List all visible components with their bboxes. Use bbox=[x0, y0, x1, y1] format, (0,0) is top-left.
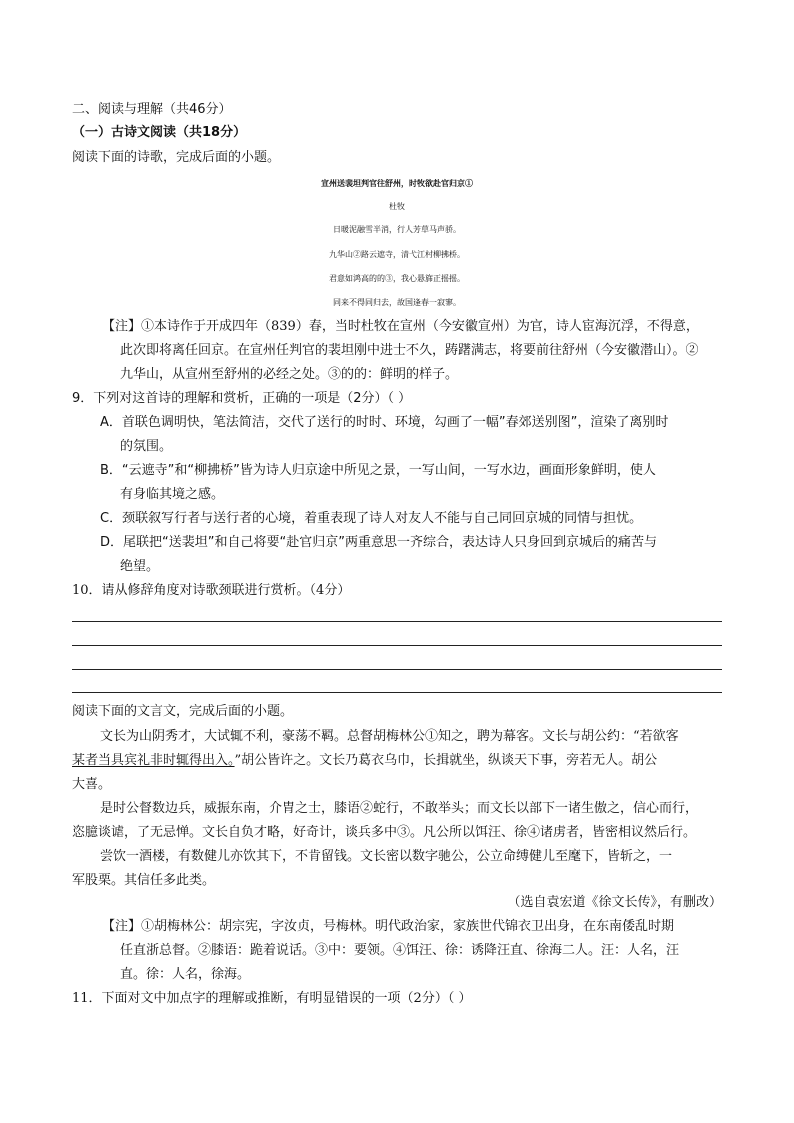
prose-line: 军股栗。其信任多此类。 bbox=[72, 873, 216, 888]
poem-intro: 阅读下面的诗歌，完成后面的小题。 bbox=[72, 150, 281, 165]
prose-line: 大喜。 bbox=[72, 777, 112, 792]
poem-title: 宣州送裴坦判官往舒州，时牧欲赴官归京① bbox=[321, 178, 473, 188]
section-heading: 二、阅读与理解（共46分） bbox=[72, 102, 232, 117]
poem-line: 日暖泥融雪半消，行人芳草马声骄。 bbox=[333, 225, 461, 234]
sub-heading: （一）古诗文阅读（共18分） bbox=[72, 125, 247, 140]
underlined-sentence: 某者当具宾礼非时辄得出入。 bbox=[72, 753, 235, 768]
q9-option-a[interactable]: A．首联色调明快，笔法简洁，交代了送行的时时、环境，勾画了一幅”春郊送别图”，渲染了离别时 bbox=[100, 415, 669, 430]
poem-line: 同来不得同归去，故国逢春一寂寥。 bbox=[333, 298, 461, 307]
poem-line: 君意如鸿高的的③，我心悬旆正摇摇。 bbox=[329, 274, 465, 283]
prose-note: 【注】①胡梅林公：胡宗宪，字汝贞，号梅林。明代政治家，家族世代锦衣卫出身，在东南倭乱时期 bbox=[102, 919, 675, 934]
prose-line: 是时公督数边兵，威振东南，介胄之士，膝语②蛇行，不敢举头；而文长以部下一诸生傲之，信心而行， bbox=[100, 801, 699, 816]
prose-source: （选自袁宏道《徐文长传》，有删改） bbox=[507, 895, 722, 910]
poem-line: 九华山②路云遮寺，清弋江村柳拂桥。 bbox=[329, 250, 465, 259]
prose-line bbox=[72, 752, 657, 770]
answer-line[interactable] bbox=[72, 645, 722, 646]
prose-line: 恣臆谈谑，了无忌惮。文长自负才略，好奇计，谈兵多中③。凡公所以饵汪、徐④诸虏者，皆密相议然后行。 bbox=[72, 825, 697, 840]
prose-line: 文长为山阴秀才，大试辄不利，豪荡不羁。总督胡梅林公①知之，聘为幕客。文长与胡公约：“若欲客 bbox=[100, 729, 679, 744]
poem-note: 此次即将离任回京。在宣州任判官的裴坦刚中进士不久，踌躇满志，将要前往舒州（今安徽潜山）。② bbox=[120, 343, 699, 358]
q9-option-c[interactable]: C．颈联叙写行者与送行者的心境，着重表现了诗人对友人不能与自己同回京城的同情与担忧。 bbox=[100, 511, 643, 526]
q9-option-b-cont: 有身临其境之感。 bbox=[120, 487, 225, 502]
q10-stem: 10．请从修辞角度对诗歌颈联进行赏析。（4分） bbox=[72, 583, 351, 598]
answer-line[interactable] bbox=[72, 692, 722, 693]
prose-note: 任直浙总督。②膝语：跪着说话。③中：要领。④饵汪、徐：诱降汪直、徐海二人。汪：人名，汪 bbox=[120, 943, 680, 958]
prose-line: 尝饮一酒楼，有数健儿亦饮其下，不肯留钱。文长密以数字驰公，公立命缚健儿至麾下，皆斩之，一 bbox=[100, 849, 673, 864]
prose-note: 直。徐：人名，徐海。 bbox=[120, 967, 251, 982]
q9-option-b[interactable]: B．“云遮寺”和“柳拂桥”皆为诗人归京途中所见之景，一写山间，一写水边，画面形象鲜明，使人 bbox=[100, 463, 656, 478]
poem-note: 九华山，从宣州至舒州的必经之处。③的的：鲜明的样子。 bbox=[120, 367, 459, 382]
prose-intro: 阅读下面的文言文，完成后面的小题。 bbox=[72, 704, 294, 719]
prose-line-rest: ”胡公皆许之。文长乃葛衣乌巾，长揖就坐，纵谈天下事，旁若无人。胡公 bbox=[234, 753, 658, 768]
poem-note: 【注】①本诗作于开成四年（839）春，当时杜牧在宣州（今安徽宣州）为官，诗人宦海沉浮，不得意， bbox=[102, 319, 699, 334]
answer-line[interactable] bbox=[72, 621, 722, 622]
answer-line[interactable] bbox=[72, 669, 722, 670]
poem-author: 杜牧 bbox=[389, 202, 405, 211]
q9-option-a-cont: 的氛围。 bbox=[120, 439, 173, 454]
q11-stem: 11．下面对文中加点字的理解或推断，有明显错误的一项（2分）（ ） bbox=[72, 991, 472, 1006]
q9-option-d[interactable]: D．尾联把“送裴坦”和自己将要“赴官归京”两重意思一齐综合，表达诗人只身回到京城后的痛苦与 bbox=[100, 535, 657, 550]
q9-option-d-cont: 绝望。 bbox=[120, 559, 160, 574]
q9-stem: 9．下列对这首诗的理解和赏析，正确的一项是（2分）（ ） bbox=[72, 391, 412, 406]
